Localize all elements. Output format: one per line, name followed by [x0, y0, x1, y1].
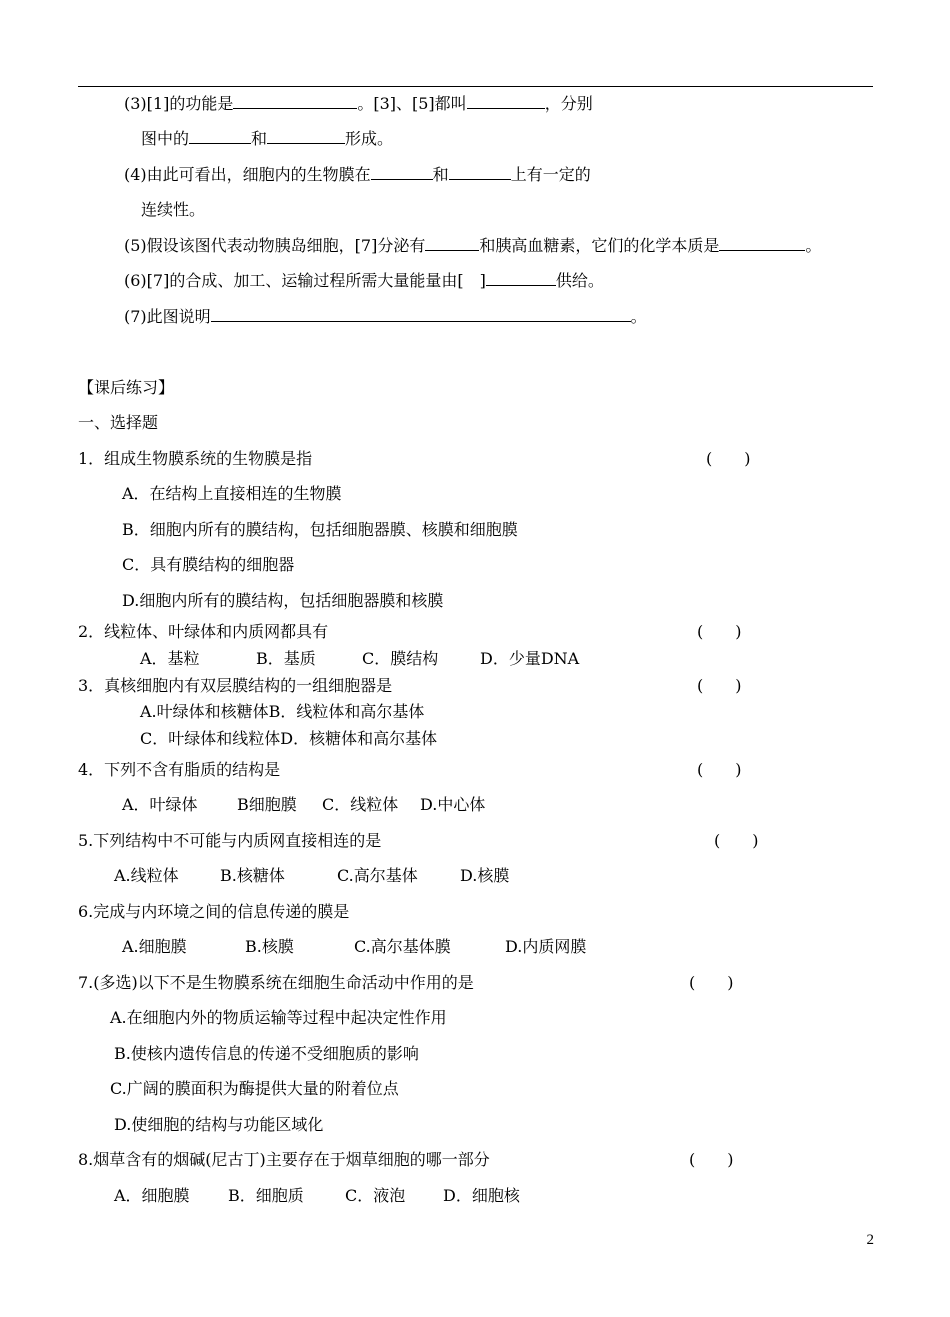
option[interactable]: D.内质网膜: [505, 937, 587, 956]
answer-paren[interactable]: ( ): [714, 831, 759, 850]
answer-blank[interactable]: [189, 129, 251, 144]
option[interactable]: A.线粒体: [114, 866, 179, 885]
question-stem: 3．真核细胞内有双层膜结构的一组细胞器是: [78, 676, 393, 695]
question-stem: 7.(多选)以下不是生物膜系统在细胞生命活动中作用的是: [78, 973, 474, 992]
answer-blank[interactable]: [233, 94, 357, 109]
answer-blank[interactable]: [371, 165, 433, 180]
option[interactable]: C.高尔基体膜: [354, 937, 451, 956]
answer-blank[interactable]: [211, 307, 631, 322]
option[interactable]: B．细胞质: [228, 1186, 304, 1205]
option[interactable]: C.高尔基体: [337, 866, 418, 885]
question-stem: 6.完成与内环境之间的信息传递的膜是: [78, 902, 350, 921]
answer-paren[interactable]: ( ): [697, 760, 742, 779]
option[interactable]: C．叶绿体和线粒体D．核糖体和高尔基体: [140, 729, 438, 748]
section-title: 【课后练习】: [78, 378, 175, 397]
option[interactable]: C．膜结构: [362, 649, 439, 668]
page-number: 2: [866, 1232, 874, 1248]
answer-paren[interactable]: ( ): [689, 1150, 734, 1169]
option[interactable]: D.使细胞的结构与功能区域化: [114, 1115, 324, 1134]
answer-blank[interactable]: [486, 271, 556, 286]
question-stem: 8.烟草含有的烟碱(尼古丁)主要存在于烟草细胞的哪一部分: [78, 1150, 490, 1169]
fill-in-q6: (6)[7]的合成、加工、运输过程所需大量能量由[ ] 供给。: [124, 271, 604, 290]
option[interactable]: D.中心体: [420, 795, 486, 814]
fill-in-q3-line2: 图中的 和 形成。: [141, 129, 394, 148]
option[interactable]: D．细胞核: [443, 1186, 520, 1205]
option[interactable]: B细胞膜: [237, 795, 297, 814]
option[interactable]: C.广阔的膜面积为酶提供大量的附着位点: [110, 1079, 399, 1098]
option[interactable]: C．具有膜结构的细胞器: [122, 555, 295, 574]
question-stem: 5.下列结构中不可能与内质网直接相连的是: [78, 831, 382, 850]
fill-in-q5: (5)假设该图代表动物胰岛细胞，[7]分泌有 和胰高血糖素，它们的化学本质是 。: [124, 236, 822, 255]
fill-in-q4-line2: 连续性。: [141, 200, 206, 219]
option[interactable]: D.细胞内所有的膜结构，包括细胞器膜和核膜: [122, 591, 444, 610]
answer-paren[interactable]: ( ): [706, 449, 751, 468]
fill-in-q3-line1: (3)[1]的功能是 。[3]、[5]都叫 ，分别: [124, 94, 593, 113]
option[interactable]: B．细胞内所有的膜结构，包括细胞器膜、核膜和细胞膜: [122, 520, 518, 539]
option[interactable]: C．线粒体: [322, 795, 399, 814]
question-stem: 4．下列不含有脂质的结构是: [78, 760, 281, 779]
answer-blank[interactable]: [719, 236, 805, 251]
answer-blank[interactable]: [467, 94, 545, 109]
option[interactable]: A．细胞膜: [114, 1186, 190, 1205]
option[interactable]: A．叶绿体: [122, 795, 198, 814]
option[interactable]: A.在细胞内外的物质运输等过程中起决定性作用: [110, 1008, 447, 1027]
option[interactable]: A．在结构上直接相连的生物膜: [122, 484, 342, 503]
answer-paren[interactable]: ( ): [689, 973, 734, 992]
option[interactable]: B.使核内遗传信息的传递不受细胞质的影响: [114, 1044, 419, 1063]
answer-paren[interactable]: ( ): [697, 622, 742, 641]
header-rule: [78, 86, 873, 87]
option[interactable]: A.细胞膜: [122, 937, 187, 956]
option[interactable]: A.叶绿体和核糖体B．线粒体和高尔基体: [140, 702, 425, 721]
question-stem: 1．组成生物膜系统的生物膜是指: [78, 449, 313, 468]
answer-paren[interactable]: ( ): [697, 676, 742, 695]
option[interactable]: D.核膜: [460, 866, 510, 885]
option[interactable]: A．基粒: [140, 649, 200, 668]
fill-in-q7: (7)此图说明 。: [124, 307, 647, 326]
option[interactable]: C．液泡: [345, 1186, 406, 1205]
fill-in-q4-line1: (4)由此可看出，细胞内的生物膜在 和 上有一定的: [124, 165, 591, 184]
answer-blank[interactable]: [449, 165, 511, 180]
option[interactable]: D．少量DNA: [480, 649, 580, 668]
option[interactable]: B.核膜: [245, 937, 294, 956]
option[interactable]: B．基质: [256, 649, 316, 668]
option[interactable]: B.核糖体: [220, 866, 285, 885]
question-stem: 2．线粒体、叶绿体和内质网都具有: [78, 622, 329, 641]
answer-blank[interactable]: [425, 236, 479, 251]
answer-blank[interactable]: [267, 129, 345, 144]
subsection-title: 一、选择题: [78, 413, 159, 432]
